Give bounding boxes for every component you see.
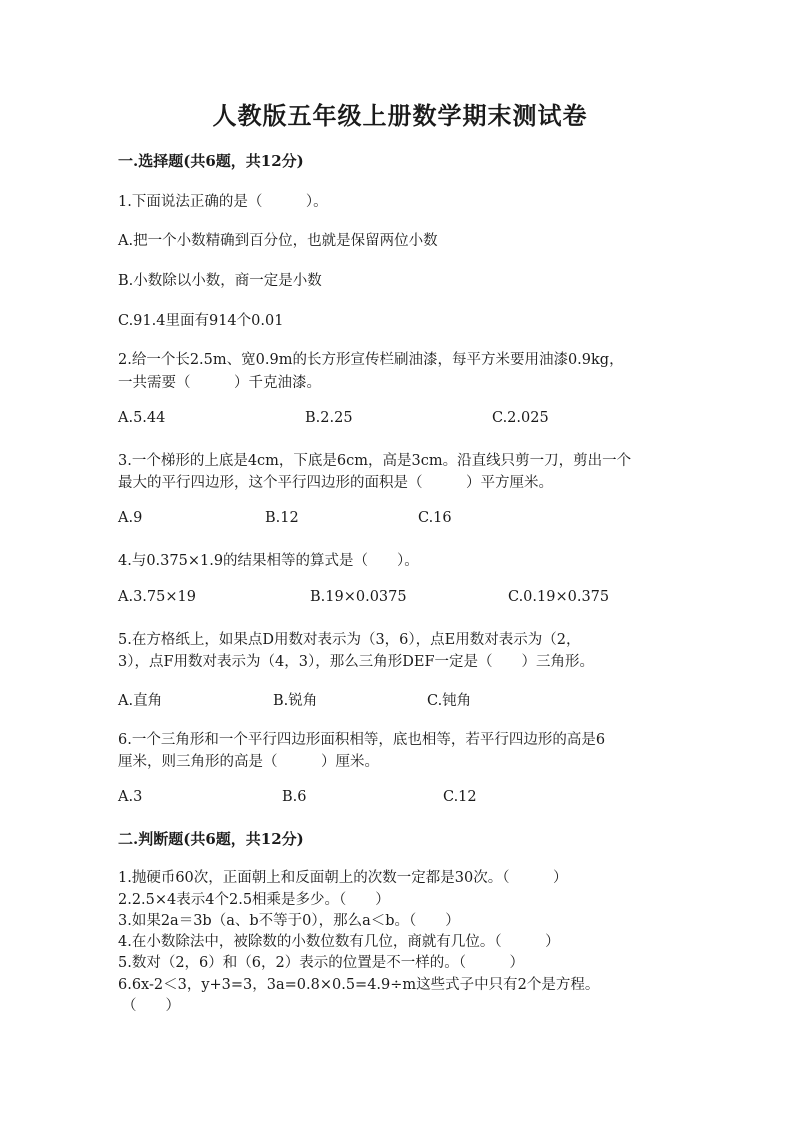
q2-stem-line1: 2.给一个长2.5m、宽0.9m的长方形宣传栏刷油漆，每平方米要用油漆0.9kg， [118,352,624,368]
q5-option-c: C.钝角 [427,693,472,709]
q6-stem-line2: 厘米，则三角形的高是（ ）厘米。 [118,754,379,770]
judgment-item: 6.6x-2＜3，y+3=3，3a=0.8×0.5=4.9÷m这些式子中只有2个是方程。 [118,977,600,993]
judgment-item-answer-blank: （ ） [122,998,180,1014]
q2-option-a: A.5.44 [118,410,166,426]
q4-option-c: C.0.19×0.375 [508,589,610,605]
q6-option-a: A.3 [118,789,143,805]
q1-option-b: B.小数除以小数，商一定是小数 [118,273,322,289]
q5-option-b: B.锐角 [273,693,318,709]
q1-stem: 1.下面说法正确的是（ ）。 [118,194,328,210]
q6-stem-line1: 6.一个三角形和一个平行四边形面积相等，底也相等，若平行四边形的高是6 [118,732,606,748]
q2-option-b: B.2.25 [305,410,353,426]
q5-option-a: A.直角 [118,693,163,709]
q3-option-c: C.16 [418,510,452,526]
q4-option-b: B.19×0.0375 [310,589,407,605]
q3-stem-line1: 3.一个梯形的上底是4cm，下底是6cm，高是3cm。沿直线只剪一刀，剪出一个 [118,453,632,469]
judgment-item: 4.在小数除法中，被除数的小数位数有几位，商就有几位。（ ） [118,934,560,950]
q5-stem-line2: 3），点F用数对表示为（4，3），那么三角形DEF一定是（ ）三角形。 [118,654,595,670]
q4-option-a: A.3.75×19 [118,589,196,605]
q2-stem-line2: 一共需要（ ）千克油漆。 [118,375,321,391]
section-heading-choice: 一.选择题(共6题，共12分) [118,152,304,170]
judgment-item: 5.数对（2，6）和（6，2）表示的位置是不一样的。（ ） [118,955,524,971]
q2-option-c: C.2.025 [492,410,549,426]
judgment-item: 2.2.5×4表示4个2.5相乘是多少。（ ） [118,892,390,908]
judgment-item: 1.抛硬币60次，正面朝上和反面朝上的次数一定都是30次。（ ） [118,870,568,886]
q4-stem: 4.与0.375×1.9的结果相等的算式是（ ）。 [118,553,419,569]
q5-stem-line1: 5.在方格纸上，如果点D用数对表示为（3，6），点E用数对表示为（2， [118,632,581,648]
q3-option-b: B.12 [265,510,299,526]
judgment-item: 3.如果2a＝3b（a、b不等于0），那么a＜b。（ ） [118,913,460,929]
q3-stem-line2: 最大的平行四边形，这个平行四边形的面积是（ ）平方厘米。 [118,475,553,491]
q1-option-a: A.把一个小数精确到百分位，也就是保留两位小数 [118,233,438,249]
q6-option-b: B.6 [282,789,307,805]
q1-option-c: C.91.4里面有914个0.01 [118,313,284,329]
q3-option-a: A.9 [118,510,143,526]
page-title: 人教版五年级上册数学期末测试卷 [212,101,588,130]
q6-option-c: C.12 [443,789,477,805]
section-heading-judgment: 二.判断题(共6题，共12分) [118,830,304,848]
